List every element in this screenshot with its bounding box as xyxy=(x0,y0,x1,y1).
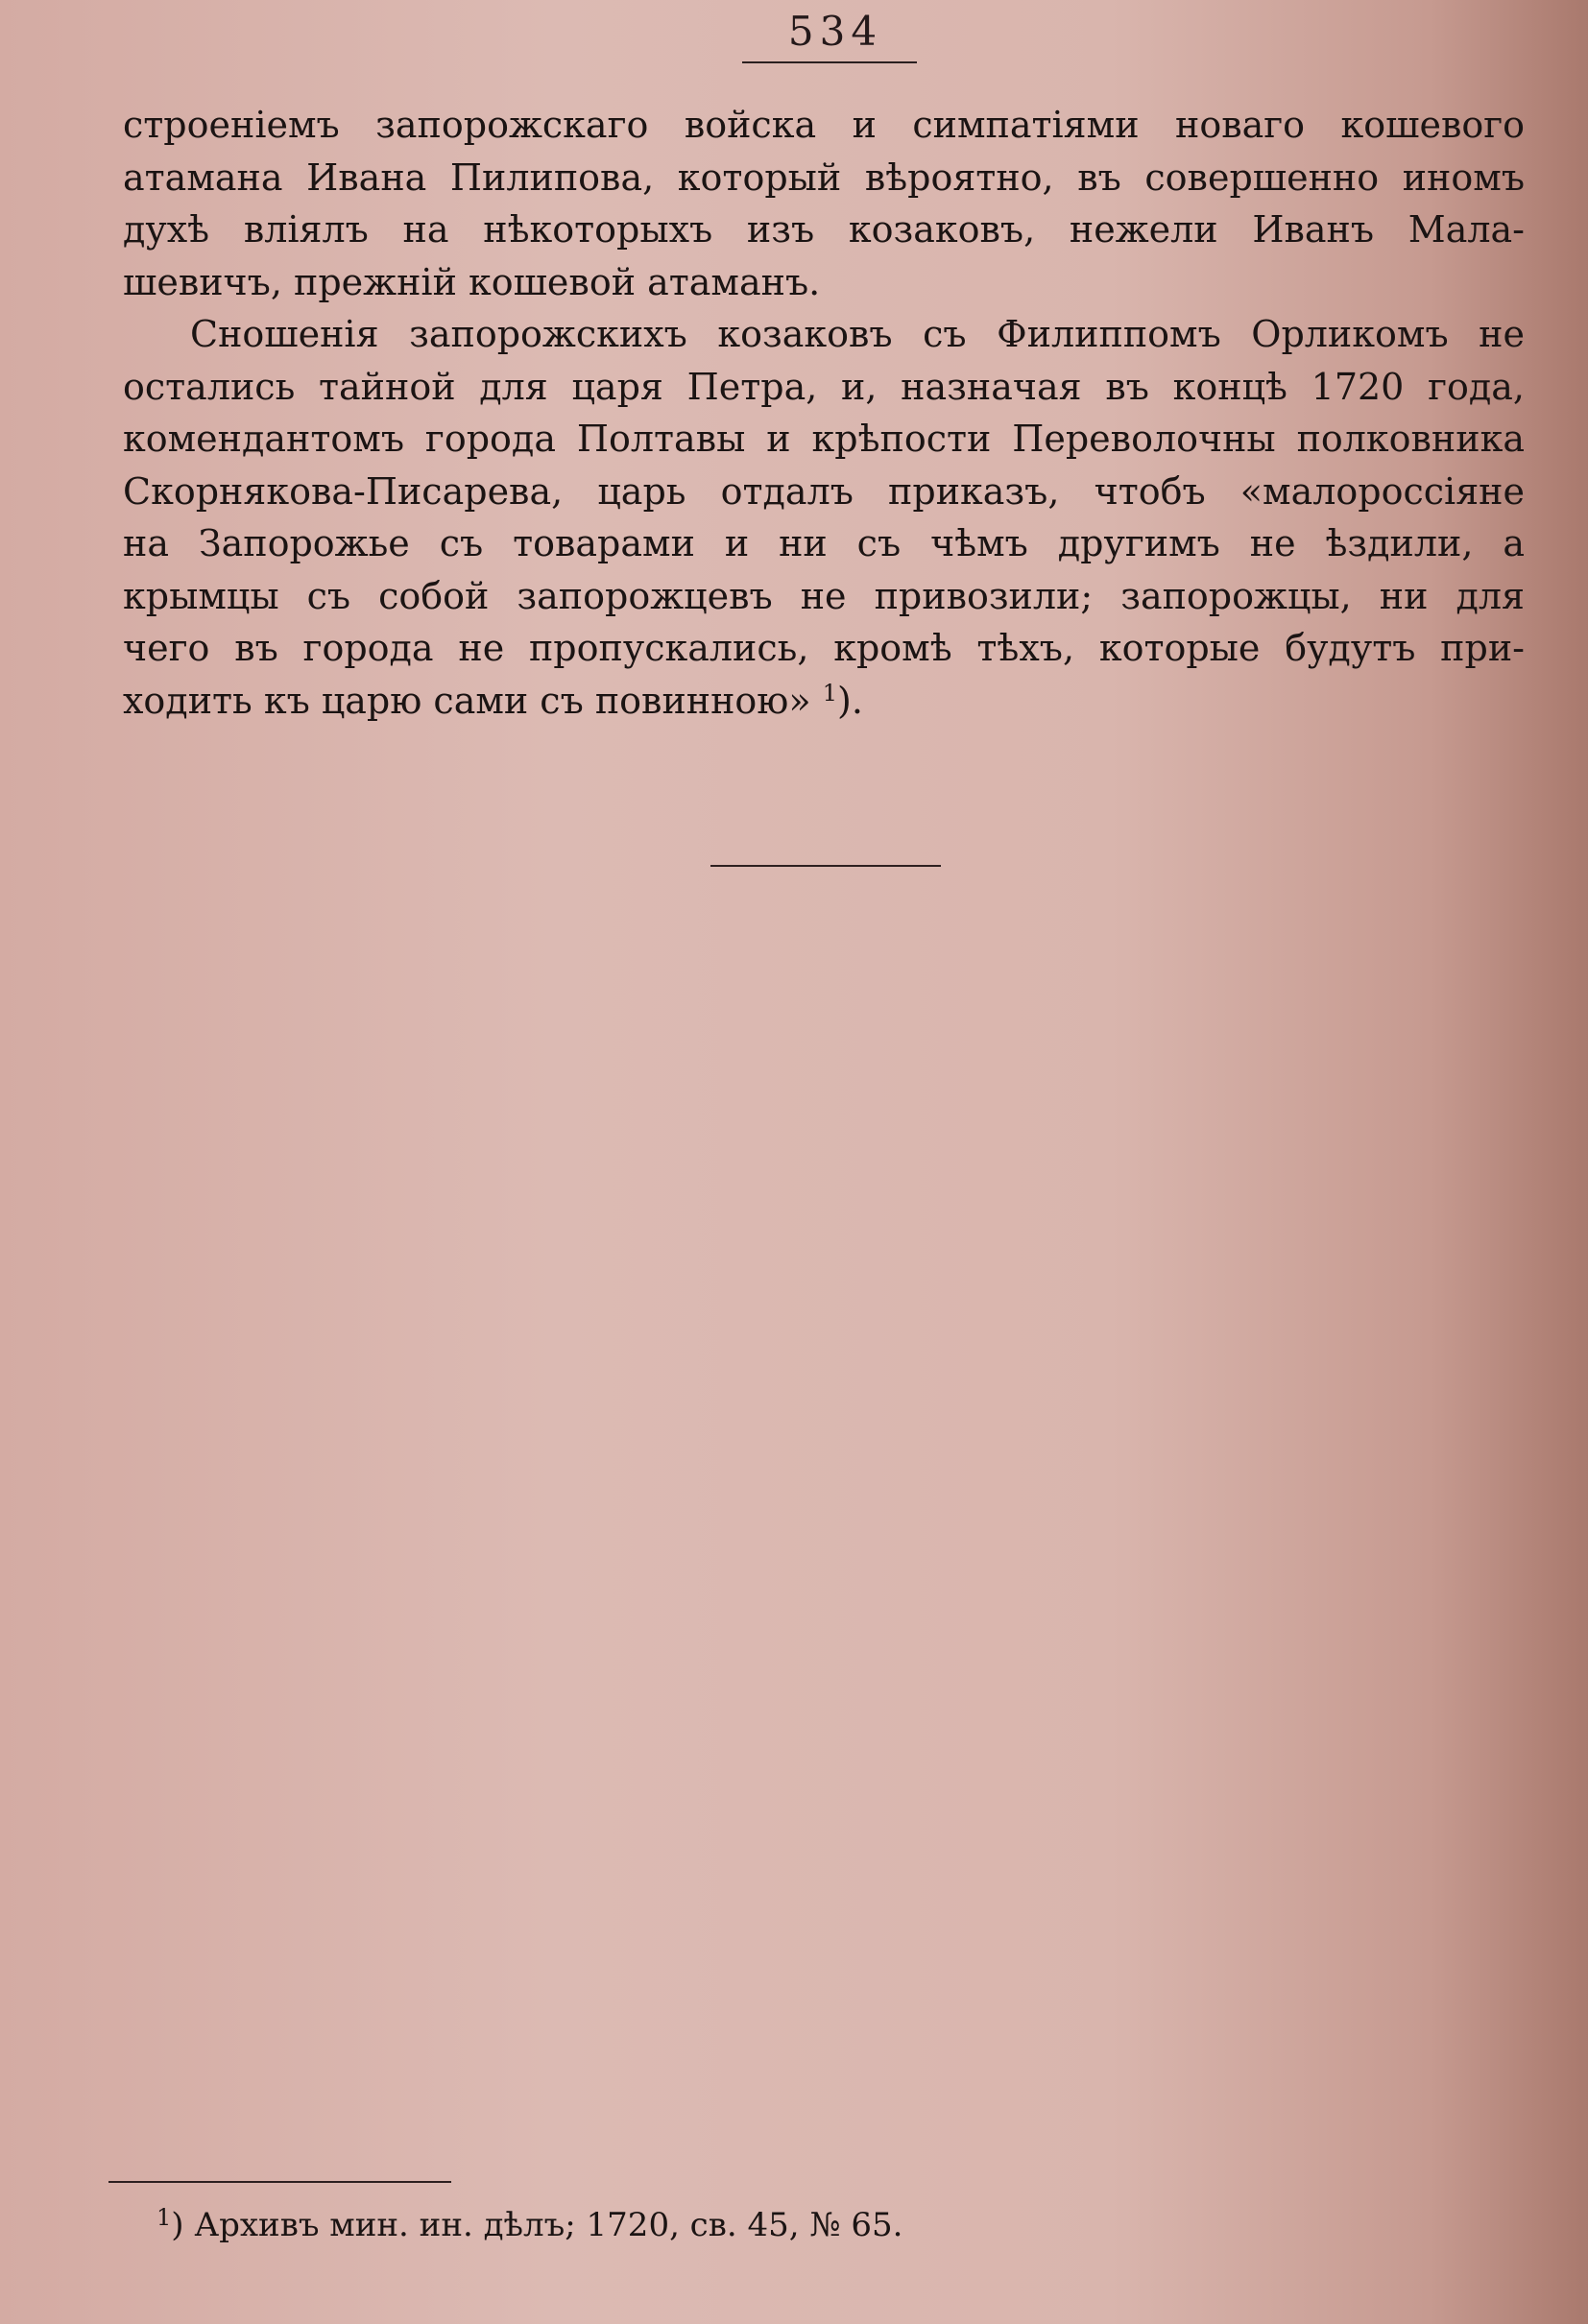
footnote-marker: 1 xyxy=(156,2204,172,2231)
text-line: крымцы съ собой запорожцевъ не привозили; запорожцы, ни для xyxy=(123,574,1525,617)
closing-punctuation: ). xyxy=(837,679,863,722)
text-line: Сношенія запорожскихъ козаковъ съ Филиппомъ Орликомъ не xyxy=(190,313,1525,355)
page-number: 534 xyxy=(787,8,883,55)
text-line: комендантомъ города Полтавы и крѣпости Переволочны полковника xyxy=(123,418,1525,460)
body-text xyxy=(123,99,1525,727)
paragraph-2 xyxy=(123,308,1525,727)
footnote-reference[interactable]: 1 xyxy=(822,679,838,707)
text-line: остались тайной для царя Петра, и, назначая въ концѣ 1720 года, xyxy=(123,365,1525,408)
footnote-marker-close: ) xyxy=(171,2206,184,2244)
text-line: духѣ вліялъ на нѣкоторыхъ изъ козаковъ, нежели Иванъ Мала- xyxy=(123,208,1525,251)
text-line-final xyxy=(123,675,1525,728)
header-rule xyxy=(742,61,917,63)
text-line: Скорнякова-Писарева, царь отдалъ приказъ, чтобъ «малороссіяне xyxy=(123,469,1525,513)
text-line: шевичъ, прежній кошевой атаманъ. xyxy=(123,260,821,303)
text-line: на Запорожье съ товарами и ни съ чѣмъ другимъ не ѣздили, а xyxy=(123,522,1525,564)
paragraph-1 xyxy=(123,99,1525,308)
text-line-content: ходить къ царю сами съ повинною» xyxy=(123,679,811,722)
footnote-text: Архивъ мин. ин. дѣлъ; 1720, св. 45, № 65. xyxy=(194,2206,903,2244)
section-divider xyxy=(710,865,941,867)
footnote-rule xyxy=(108,2181,451,2183)
footnote xyxy=(156,2206,902,2244)
text-line: строеніемъ запорожскаго войска и симпатіями новаго кошевого xyxy=(123,104,1525,146)
text-line: чего въ города не пропускались, кромѣ тѣхъ, которые будутъ при- xyxy=(123,627,1525,669)
text-line: атамана Ивана Пилипова, который вѣроятно, въ совершенно иномъ xyxy=(123,156,1525,199)
